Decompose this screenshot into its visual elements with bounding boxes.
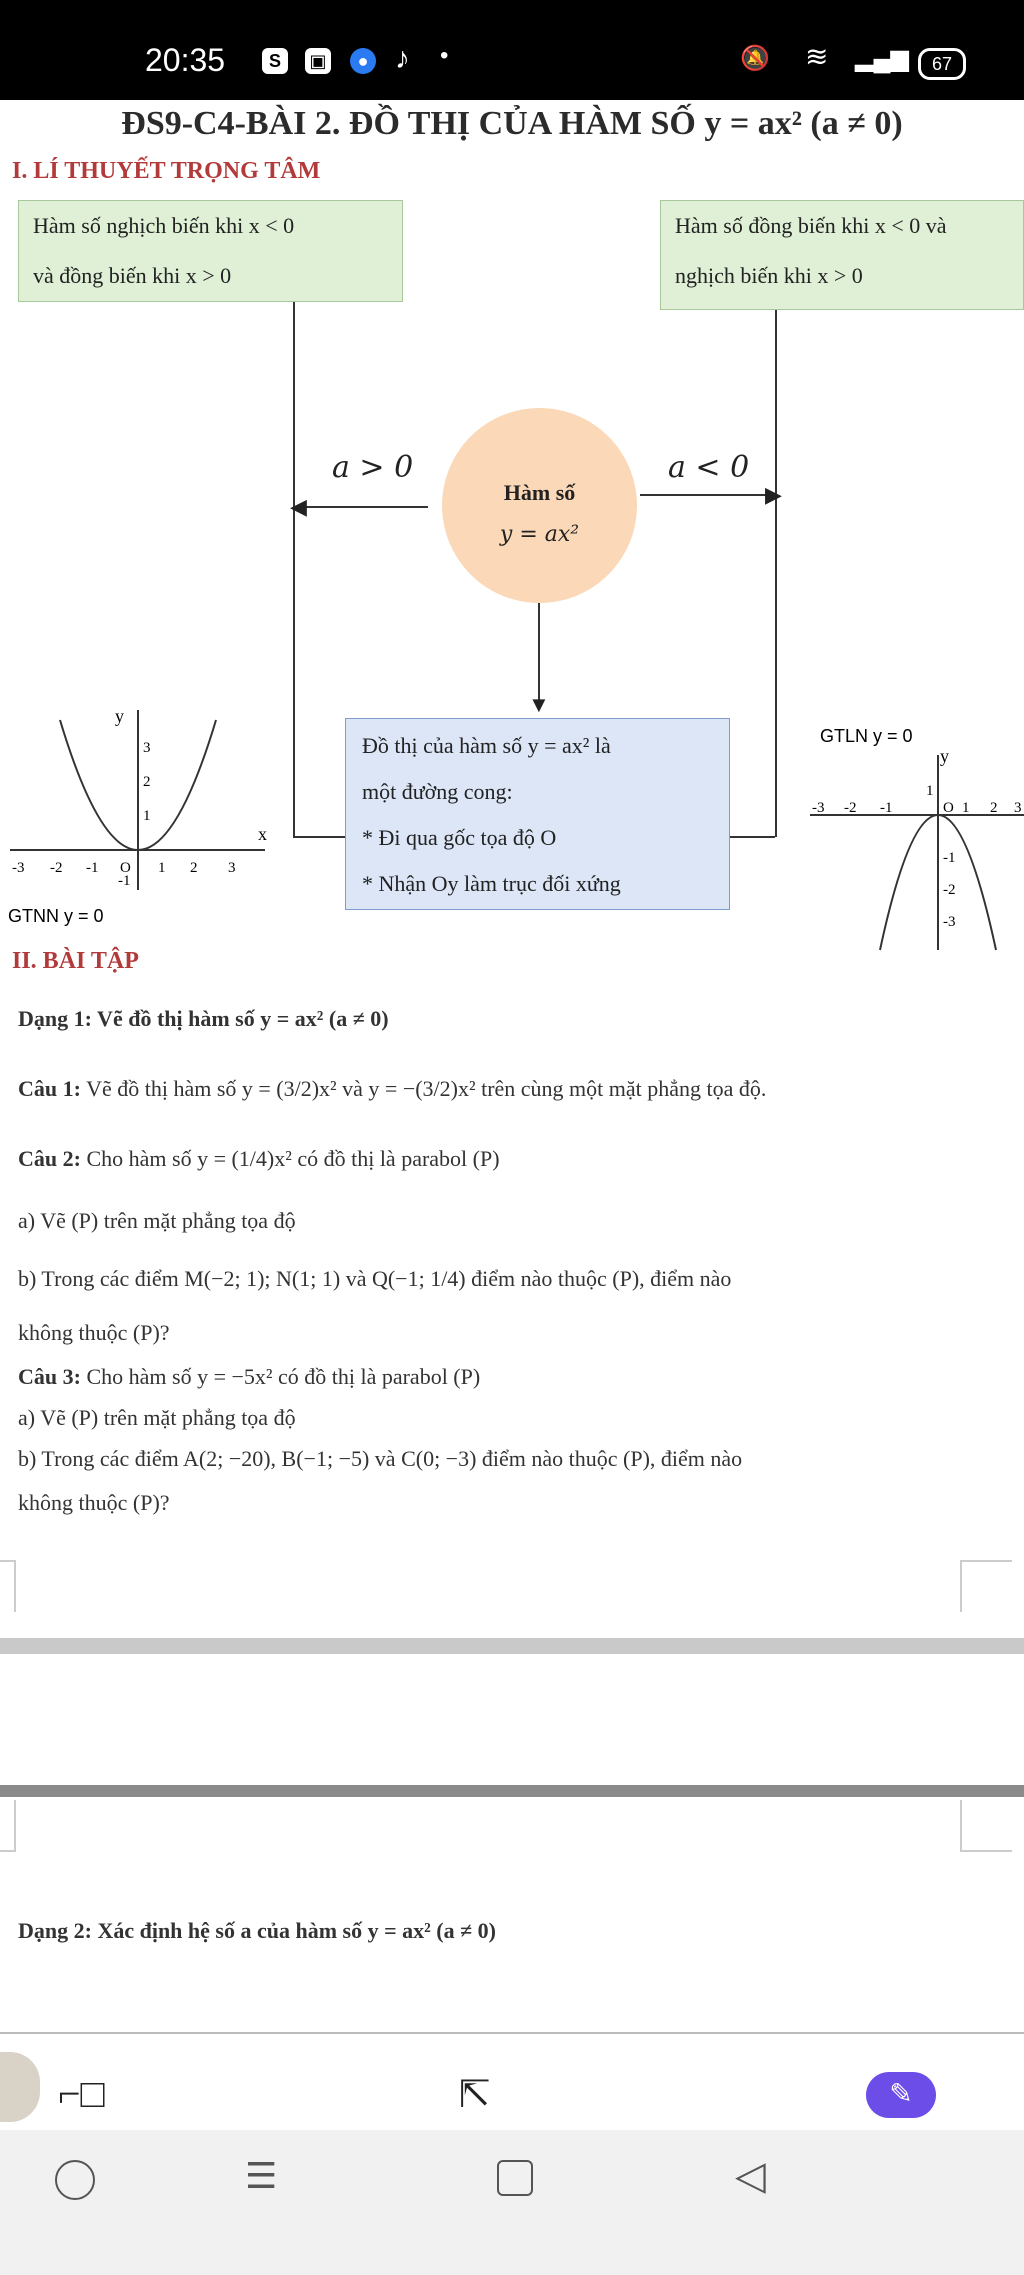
min-value-label: GTNN y = 0 xyxy=(8,906,104,926)
tick-y: 3 xyxy=(143,740,151,756)
tick-x: -2 xyxy=(50,860,63,876)
page-corner xyxy=(960,1560,1012,1612)
signal-icon: ▂▄▆ xyxy=(855,45,909,72)
tick-x: 3 xyxy=(1014,800,1022,816)
right-box-line1: Hàm số đồng biến khi x < 0 và xyxy=(675,213,947,238)
cau3-part-b-cont: không thuộc (P)? xyxy=(18,1490,170,1515)
right-arrow-line xyxy=(640,494,775,496)
dang2-heading: Dạng 2: Xác định hệ số a của hàm số y = ax² (a ≠ 0) xyxy=(18,1918,496,1943)
tick-y: -3 xyxy=(943,914,956,930)
cau3 xyxy=(18,1364,1018,1390)
section-exercises-heading: II. BÀI TẬP xyxy=(12,948,139,974)
desc-line3: * Đi qua gốc tọa độ O xyxy=(362,825,557,850)
page-corner xyxy=(0,1560,16,1612)
circle-title: Hàm số xyxy=(503,480,576,505)
dang1-heading: Dạng 1: Vẽ đồ thị hàm số y = ax² (a ≠ 0) xyxy=(18,1006,389,1031)
a-negative-label: a < 0 xyxy=(668,450,750,485)
tick-x: -3 xyxy=(12,860,25,876)
center-arrow-head: ▼ xyxy=(528,692,550,717)
status-time: 20:35 xyxy=(145,42,226,78)
battery-icon: 67 xyxy=(918,48,966,80)
axis-y-label: y xyxy=(115,706,124,726)
tick-x: -3 xyxy=(812,800,825,816)
cau2-part-b: b) Trong các điểm M(−2; 1); N(1; 1) và Q(−1; 1/4) điểm nào thuộc (P), điểm nào xyxy=(18,1266,732,1291)
right-condition-box xyxy=(660,200,1024,310)
tick-x: 1 xyxy=(158,860,166,876)
tick-x: -1 xyxy=(86,860,99,876)
desc-line2: một đường cong: xyxy=(362,779,513,804)
avatar[interactable] xyxy=(0,2052,40,2122)
app-icon: ● xyxy=(350,48,376,74)
function-circle xyxy=(442,408,637,603)
tick-y: 2 xyxy=(143,774,151,790)
navigation-bar xyxy=(0,2130,1024,2275)
cau2 xyxy=(18,1146,1018,1172)
crop-icon[interactable]: ⌐□ xyxy=(58,2071,105,2116)
cau3-part-b: b) Trong các điểm A(2; −20), B(−1; −5) và C(0; −3) điểm nào thuộc (P), điểm nào xyxy=(18,1446,743,1471)
tick-y: 1 xyxy=(143,808,151,824)
cau1-text: Vẽ đồ thị hàm số y = (3/2)x² và y = −(3/2)x² trên cùng một mặt phẳng tọa độ. xyxy=(86,1076,767,1101)
cau2-label: Câu 2: xyxy=(18,1146,81,1171)
home-nav-icon[interactable] xyxy=(497,2160,533,2196)
axis-y-label: y xyxy=(940,746,949,766)
wifi-icon: ≋ xyxy=(805,41,829,72)
left-arrow-head: ◀ xyxy=(290,494,307,519)
tick-y: -1 xyxy=(118,873,131,889)
tiktok-icon: ♪ xyxy=(395,42,410,75)
page-corner xyxy=(960,1800,1012,1852)
center-down-line xyxy=(538,603,540,703)
tick-x: 1 xyxy=(962,800,970,816)
tick-y: -2 xyxy=(943,882,956,898)
bao-icon: S xyxy=(262,48,288,74)
tick-x: 3 xyxy=(228,860,236,876)
cau1-label: Câu 1: xyxy=(18,1076,81,1101)
cau3-label: Câu 3: xyxy=(18,1364,81,1389)
desc-line1: Đồ thị của hàm số y = ax² là xyxy=(362,733,611,758)
divider xyxy=(0,2032,1024,2034)
right-arrow-head: ▶ xyxy=(765,482,782,507)
left-condition-box xyxy=(18,200,403,302)
page-corner xyxy=(0,1800,16,1852)
tick-x: O xyxy=(943,800,954,816)
page-separator xyxy=(0,1638,1024,1654)
tick-y: 1 xyxy=(926,783,934,799)
a-positive-label: a > 0 xyxy=(332,450,414,485)
upward-parabola-graph xyxy=(0,700,280,940)
cau2-part-b-cont: không thuộc (P)? xyxy=(18,1320,170,1345)
downward-parabola-graph xyxy=(800,720,1024,960)
assistant-nav-icon[interactable] xyxy=(55,2160,95,2200)
left-arrow-line xyxy=(293,506,428,508)
document-title: ĐS9-C4-BÀI 2. ĐỒ THỊ CỦA HÀM SỐ y = ax² (a ≠ 0) xyxy=(121,105,903,142)
tick-y: -1 xyxy=(943,850,956,866)
left-box-line1: Hàm số nghịch biến khi x < 0 xyxy=(33,213,295,238)
axis-x-label: x xyxy=(258,824,267,844)
back-nav-icon[interactable]: ◁ xyxy=(735,2153,766,2198)
circle-formula: y = ax² xyxy=(499,522,580,547)
menu-nav-icon[interactable]: ☰ xyxy=(245,2156,278,2196)
status-bar xyxy=(0,0,1024,100)
cau1 xyxy=(18,1076,1018,1102)
left-connector-line xyxy=(293,302,295,837)
graph-description-box xyxy=(345,718,730,910)
max-value-label: GTLN y = 0 xyxy=(820,726,913,746)
cau3-part-a: a) Vẽ (P) trên mặt phẳng tọa độ xyxy=(18,1405,296,1430)
tick-x: -1 xyxy=(880,800,893,816)
left-bottom-line xyxy=(293,836,345,838)
cau2-text: Cho hàm số y = (1/4)x² có đồ thị là parabol (P) xyxy=(86,1146,500,1171)
page-separator xyxy=(0,1785,1024,1797)
right-connector-line xyxy=(775,310,777,837)
share-icon[interactable]: ⇱ xyxy=(458,2071,492,2116)
cau3-text: Cho hàm số y = −5x² có đồ thị là parabol (P) xyxy=(86,1364,481,1389)
app-toolbar xyxy=(0,2052,1024,2132)
section-theory-heading: I. LÍ THUYẾT TRỌNG TÂM xyxy=(12,158,321,184)
tick-x: 2 xyxy=(190,860,198,876)
left-box-line2: và đồng biến khi x > 0 xyxy=(33,263,232,288)
right-box-line2: nghịch biến khi x > 0 xyxy=(675,263,863,288)
tick-x: 2 xyxy=(990,800,998,816)
dot-icon: • xyxy=(440,42,449,69)
desc-line4: * Nhận Oy làm trục đối xứng xyxy=(362,871,621,896)
tick-x: O xyxy=(120,860,131,876)
ai-assist-icon[interactable]: ✎ xyxy=(866,2072,936,2118)
news-icon: ▣ xyxy=(305,48,331,74)
mute-icon: 🔕 xyxy=(740,45,770,72)
cau2-part-a: a) Vẽ (P) trên mặt phẳng tọa độ xyxy=(18,1208,296,1233)
tick-x: -2 xyxy=(844,800,857,816)
